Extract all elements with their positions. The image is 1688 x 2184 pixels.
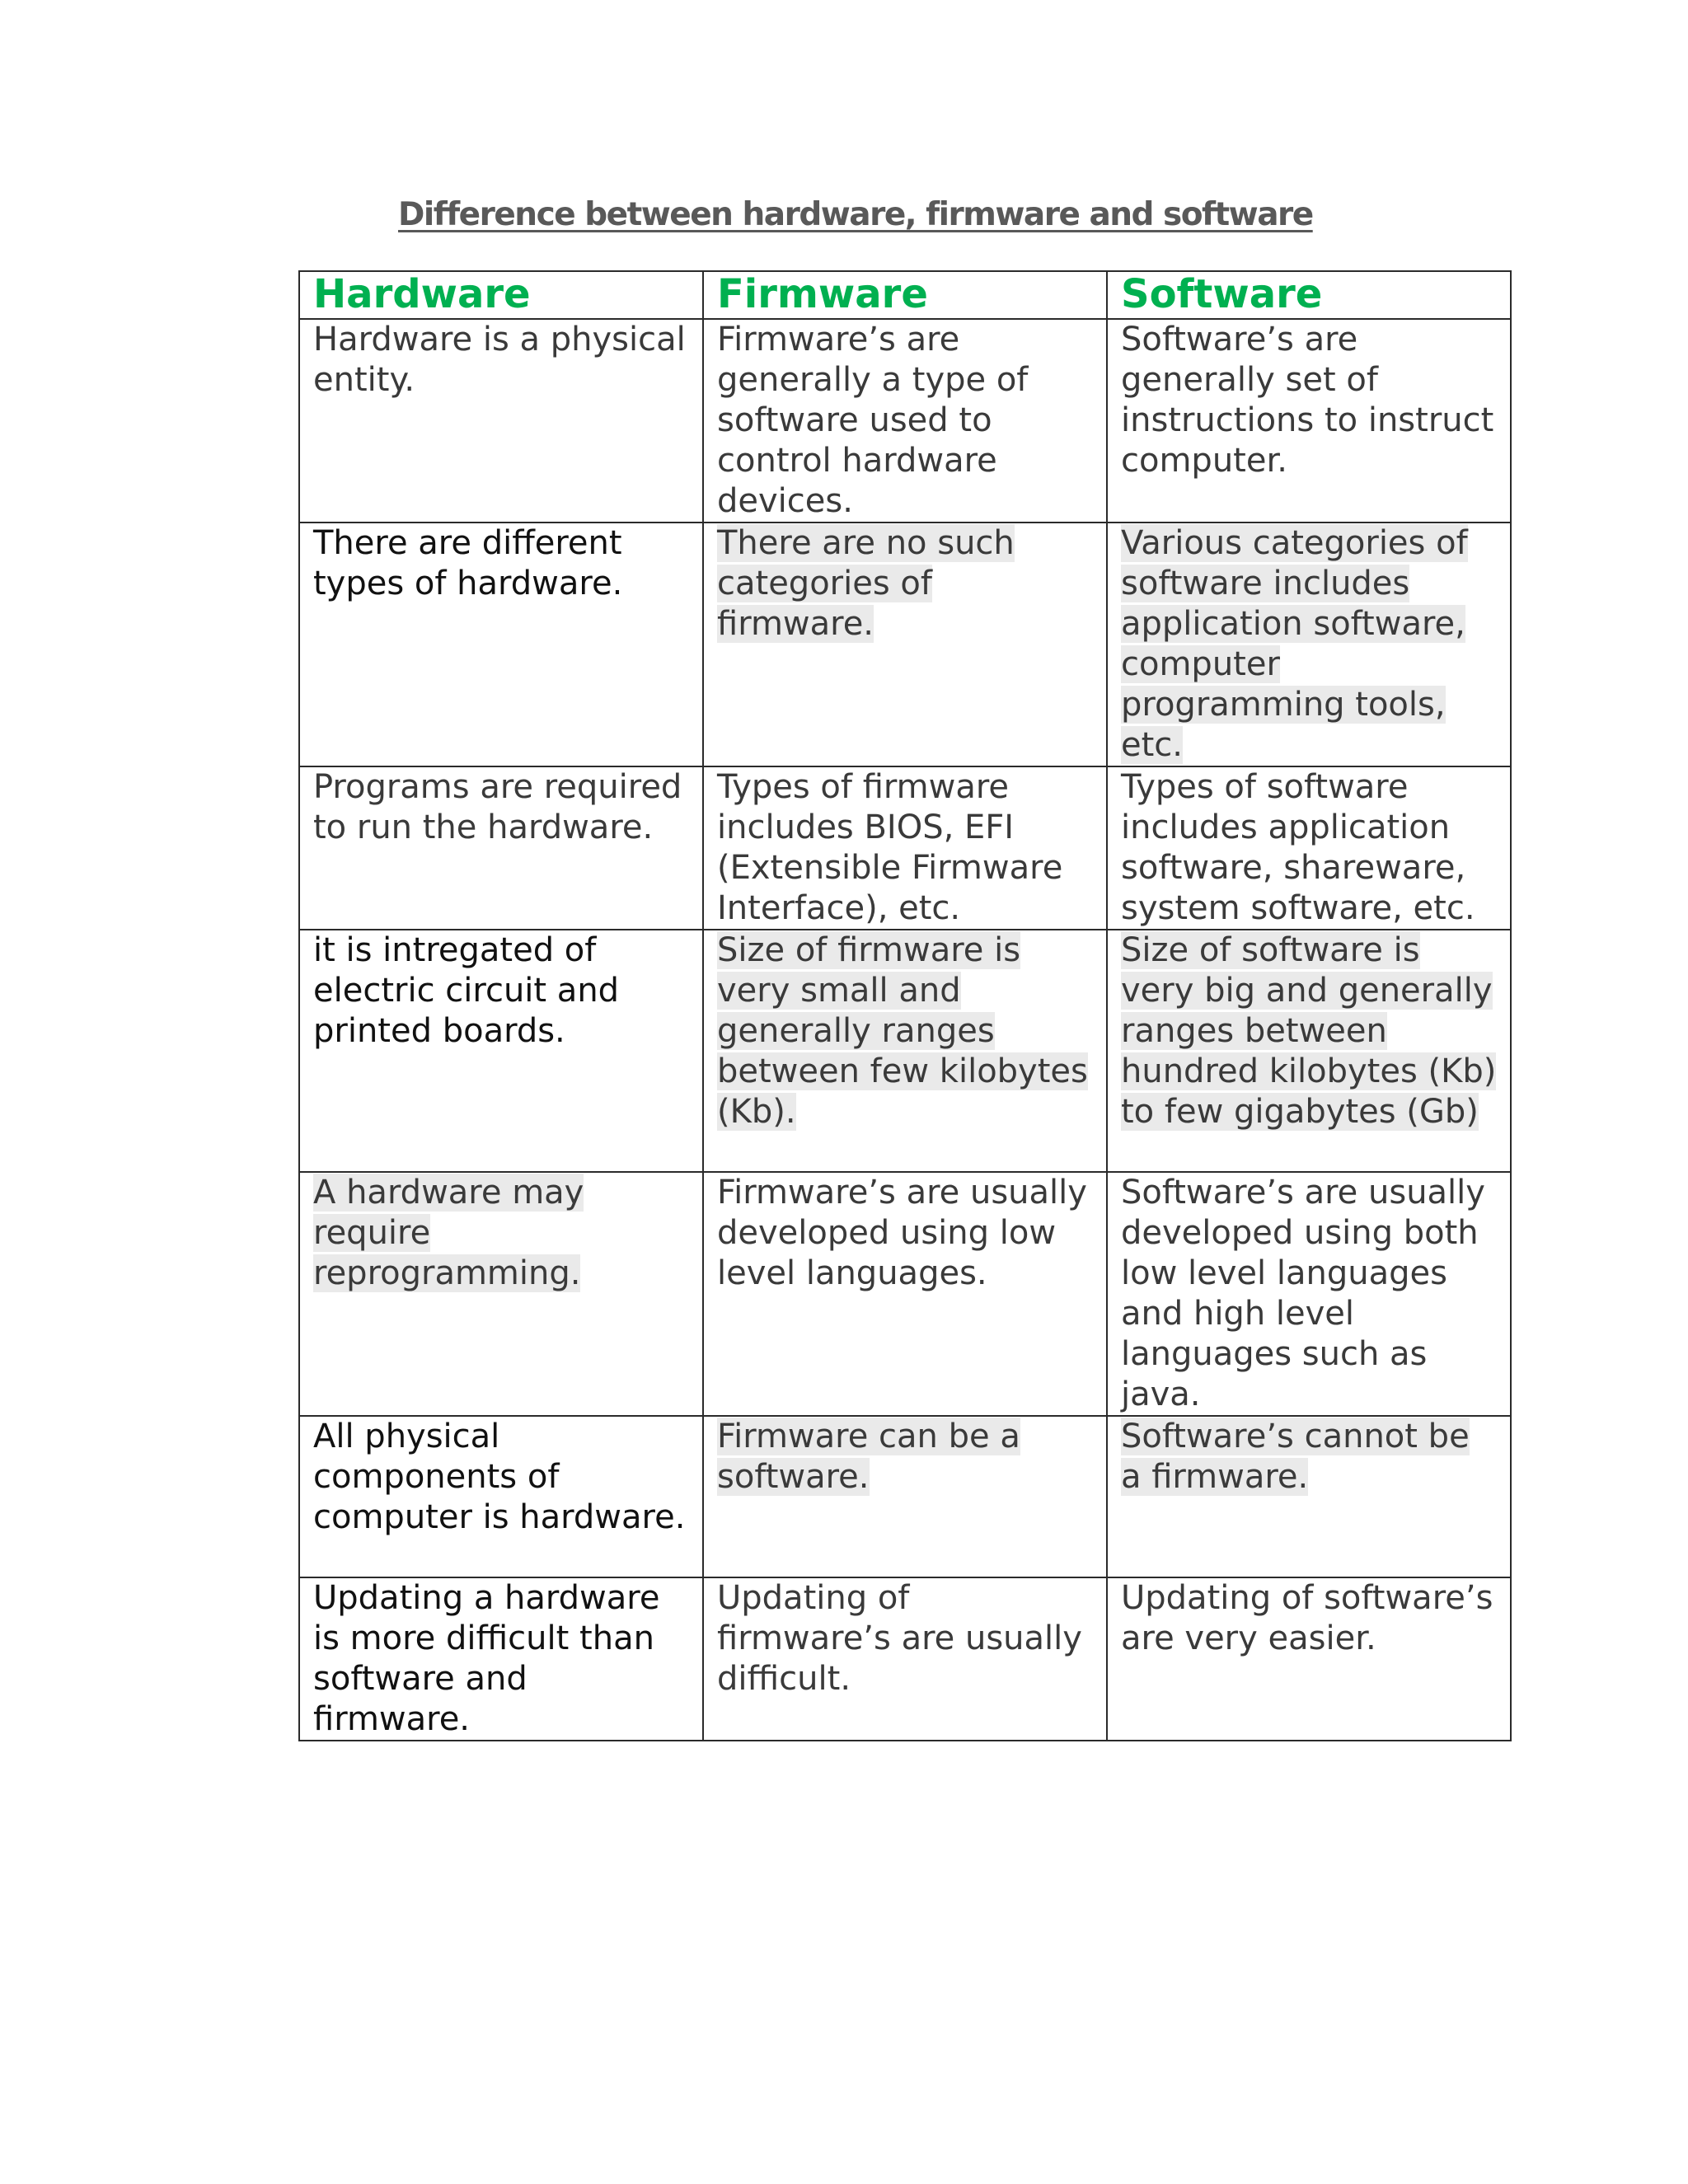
cell-text: Size of firmware is very small and generally ranges between few kilobytes (Kb).	[717, 931, 1088, 1131]
firmware-cell	[703, 319, 1107, 523]
cell-text: Types of firmware includes BIOS, EFI (Extensible Firmware Interface), etc.	[717, 768, 1063, 927]
table-row	[299, 1577, 1511, 1741]
cell-text: Software’s cannot be a firmware.	[1121, 1418, 1470, 1496]
cell-text: Updating a hardware is more difficult than software and firmware.	[313, 1579, 660, 1738]
cell-text: Hardware is a physical entity.	[313, 321, 686, 399]
table-header-row	[299, 271, 1511, 319]
cell-text: Programs are required to run the hardware.	[313, 768, 682, 846]
header-firmware: Firmware	[703, 271, 1107, 319]
table-row	[299, 523, 1511, 766]
cell-text: Software’s are generally set of instructions to instruct computer.	[1121, 321, 1494, 480]
page-title: Difference between hardware, firmware and software	[398, 196, 1313, 233]
hardware-cell	[299, 766, 703, 930]
firmware-cell	[703, 1172, 1107, 1416]
hardware-cell	[299, 319, 703, 523]
cell-text: Updating of firmware’s are usually difficult.	[717, 1579, 1082, 1698]
software-cell	[1107, 319, 1511, 523]
cell-text: A hardware may require reprogramming.	[313, 1174, 584, 1292]
software-cell	[1107, 523, 1511, 766]
firmware-cell	[703, 930, 1107, 1172]
cell-text: Software’s are usually developed using both low level languages and high level languages such as java.	[1121, 1174, 1485, 1413]
firmware-cell	[703, 1416, 1107, 1577]
firmware-cell	[703, 766, 1107, 930]
table-row	[299, 319, 1511, 523]
cell-text: Firmware’s are usually developed using low level languages.	[717, 1174, 1087, 1292]
hardware-cell	[299, 930, 703, 1172]
table-row	[299, 766, 1511, 930]
software-cell	[1107, 1172, 1511, 1416]
software-cell	[1107, 1416, 1511, 1577]
cell-text: it is intregated of electric circuit and printed boards.	[313, 931, 620, 1050]
comparison-table	[298, 270, 1512, 1741]
firmware-cell	[703, 1577, 1107, 1741]
cell-text: There are different types of hardware.	[313, 524, 623, 602]
table-row	[299, 1416, 1511, 1577]
hardware-cell	[299, 1416, 703, 1577]
software-cell	[1107, 930, 1511, 1172]
software-cell	[1107, 1577, 1511, 1741]
table-row	[299, 1172, 1511, 1416]
header-software: Software	[1107, 271, 1511, 319]
software-cell	[1107, 766, 1511, 930]
cell-text: Size of software is very big and generally ranges between hundred kilobytes (Kb) to few gigabytes (Gb)	[1121, 931, 1497, 1131]
header-hardware: Hardware	[299, 271, 703, 319]
firmware-cell	[703, 523, 1107, 766]
hardware-cell	[299, 1577, 703, 1741]
cell-text: All physical components of computer is hardware.	[313, 1418, 686, 1536]
cell-text: Various categories of software includes application software, computer programming tools, etc.	[1121, 524, 1468, 764]
hardware-cell	[299, 523, 703, 766]
table-row	[299, 930, 1511, 1172]
cell-text: Types of software includes application software, shareware, system software, etc.	[1121, 768, 1475, 927]
cell-text: Updating of software’s are very easier.	[1121, 1579, 1493, 1657]
cell-text: Firmware’s are generally a type of software used to control hardware devices.	[717, 321, 1029, 520]
cell-text: There are no such categories of firmware.	[717, 524, 1015, 643]
hardware-cell	[299, 1172, 703, 1416]
cell-text: Firmware can be a software.	[717, 1418, 1020, 1496]
